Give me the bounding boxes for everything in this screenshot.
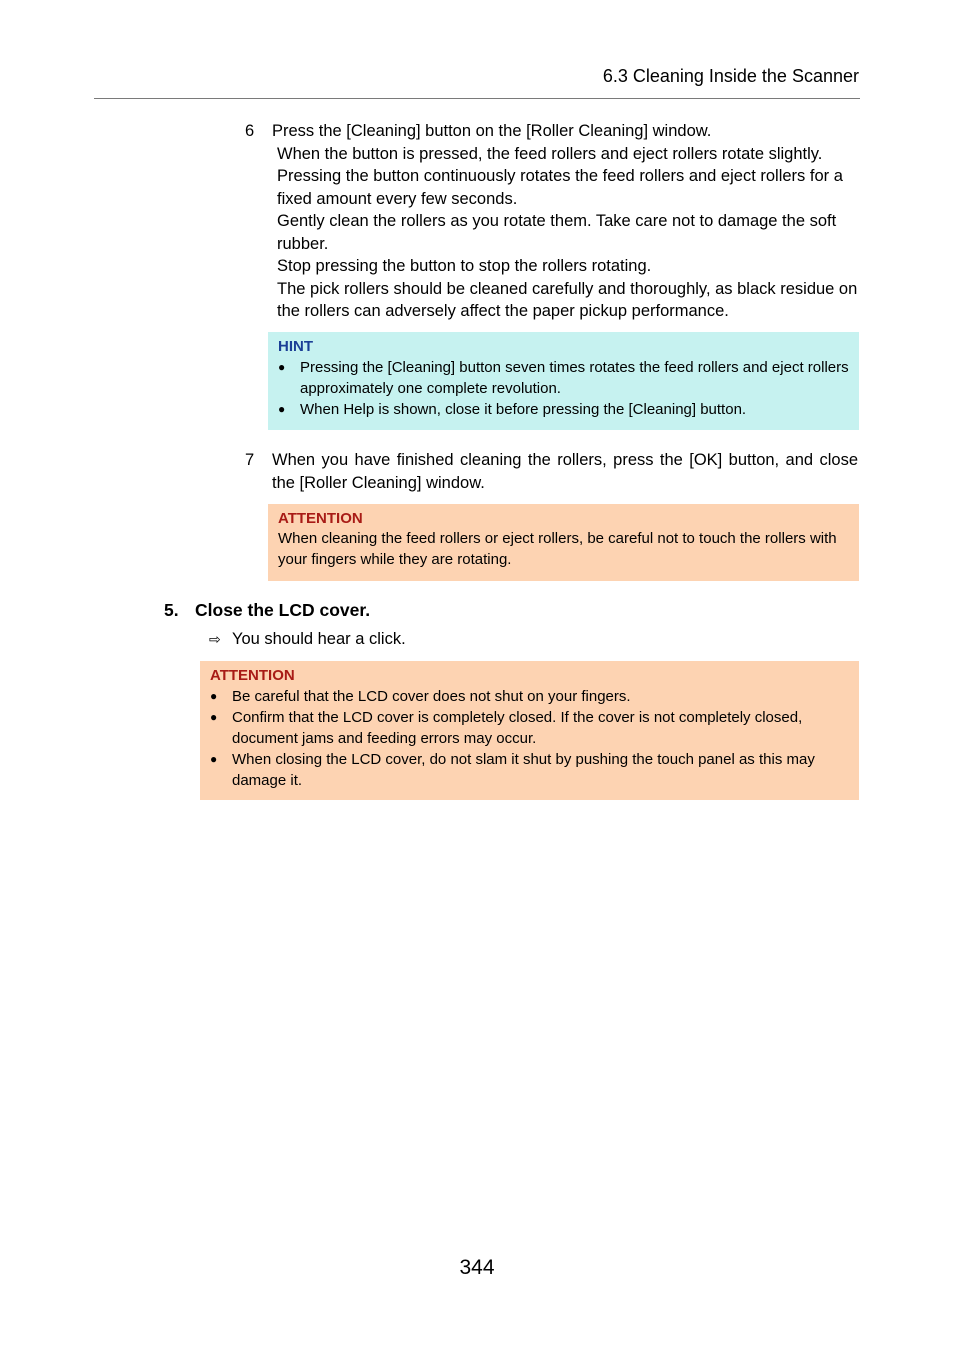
step-paragraph: Gently clean the rollers as you rotate them. Take care not to damage the soft rubber.	[277, 212, 837, 253]
page-number: 344	[459, 1256, 495, 1279]
attention-box	[200, 661, 859, 800]
list-item: ● When closing the LCD cover, do not slam it shut by pushing the touch panel as this may damage it.	[210, 749, 849, 791]
hint-box	[268, 332, 859, 430]
step-instruction: When you have finished cleaning the rollers, press the [OK] button, and close the [Roller Cleaning] window.	[272, 451, 858, 492]
list-item: ● When Help is shown, close it before pressing the [Cleaning] button.	[278, 399, 849, 420]
step-paragraph: When the button is pressed, the feed rollers and eject rollers rotate slightly. Pressing the button continuously rotates the feed rollers and eject rollers for a fixed amount every few seconds.	[277, 144, 843, 208]
section-heading	[164, 599, 370, 621]
hint-title: HINT	[278, 338, 313, 355]
attention-list	[210, 686, 849, 791]
attention-box	[268, 504, 859, 581]
step-number: 7	[245, 451, 255, 469]
section-header-title: 6.3 Cleaning Inside the Scanner	[602, 66, 859, 86]
result-line	[209, 628, 406, 650]
step-description	[277, 143, 862, 323]
header-divider	[94, 98, 860, 99]
hint-list	[278, 357, 849, 420]
step-number: 6	[245, 122, 255, 140]
arrow-right-icon: ⇨	[209, 631, 221, 647]
section-title: Close the LCD cover.	[195, 600, 371, 620]
section-number: 5.	[164, 600, 179, 620]
attention-title: ATTENTION	[278, 510, 363, 527]
list-item: ● Be careful that the LCD cover does not shut on your fingers.	[210, 686, 849, 707]
list-item: ● Confirm that the LCD cover is completely closed. If the cover is not completely closed, document jams and feeding errors may occur.	[210, 707, 849, 749]
step-paragraph: The pick rollers should be cleaned carefully and thoroughly, as black residue on the rollers can adversely affect the paper pickup performance.	[277, 279, 858, 320]
step-paragraph: Stop pressing the button to stop the rollers rotating.	[277, 257, 652, 275]
step-instruction: Press the [Cleaning] button on the [Roller Cleaning] window.	[272, 122, 712, 140]
attention-text: When cleaning the feed rollers or eject rollers, be careful not to touch the rollers with your fingers while they are rotating.	[278, 530, 837, 568]
result-text: You should hear a click.	[232, 630, 406, 648]
attention-title: ATTENTION	[210, 667, 295, 684]
list-item: ● Pressing the [Cleaning] button seven times rotates the feed rollers and eject rollers approximately one complete revolution.	[278, 357, 849, 399]
